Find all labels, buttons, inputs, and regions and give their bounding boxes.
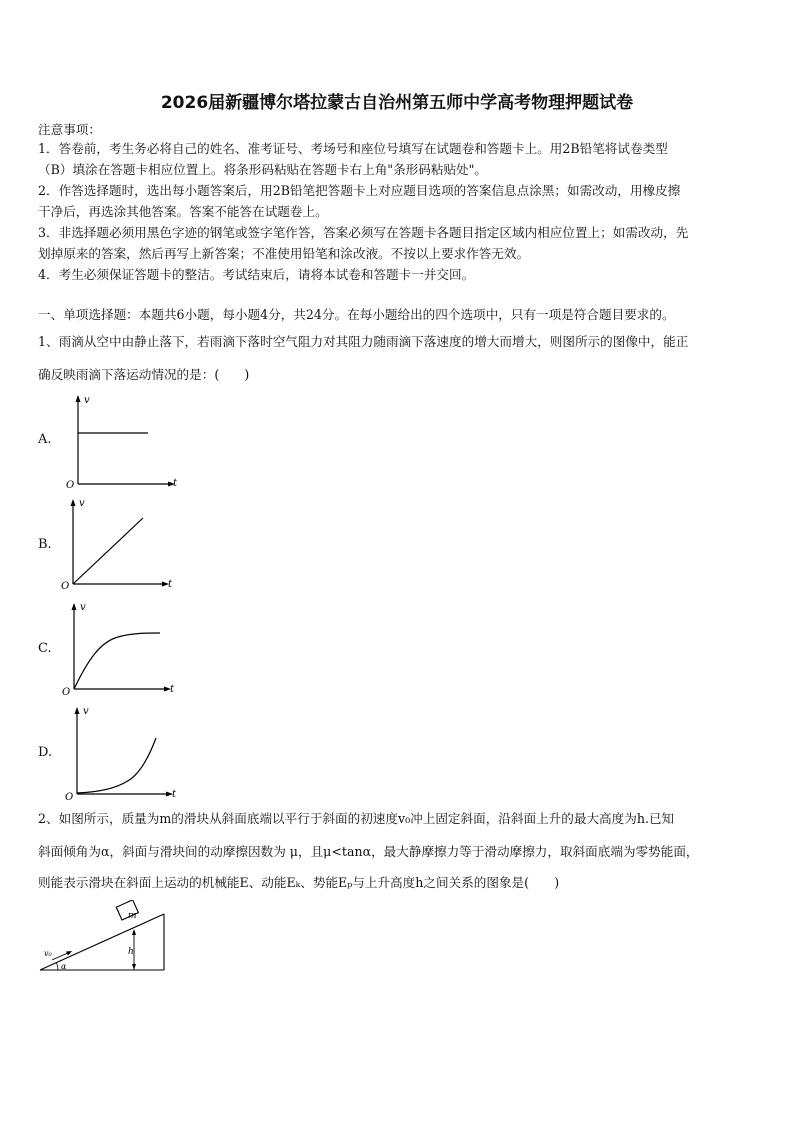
angle-label: α [61, 962, 67, 971]
axis-v: v [83, 706, 89, 717]
origin: O [62, 687, 71, 698]
axis-v: v [80, 602, 86, 613]
q2-stem: 则能表示滑块在斜面上运动的机械能E、动能Eₖ、势能Eₚ与上升高度h之间关系的图象是( ) [38, 875, 560, 890]
incline-surface [40, 914, 164, 970]
axis-t: t [170, 684, 175, 695]
option-b-graph [60, 496, 190, 596]
arrow-icon [132, 929, 136, 935]
option-d-graph [60, 704, 190, 804]
origin: O [65, 792, 74, 803]
arrow-icon [76, 395, 81, 402]
option-b-label[interactable]: B. [38, 537, 52, 552]
section-heading: 一、单项选择题：本题共6小题，每小题4分，共24分。在每小题给出的四个选项中，只有一项是符合题目要求的。 [38, 307, 675, 322]
notice-item: 4．考生必须保证答题卡的整洁。考试结束后，请将本试卷和答题卡一并交回。 [38, 267, 475, 282]
q2-stem: 斜面倾角为α，斜面与滑块间的动摩擦因数为 μ，且μ<tanα，最大静摩擦力等于滑动摩擦力，取斜面底端为零势能面， [38, 844, 699, 859]
velocity-label: v₀ [44, 949, 52, 958]
origin: O [61, 581, 70, 592]
arrow-icon [71, 499, 76, 506]
axis-t: t [173, 478, 178, 489]
height-label: h [128, 947, 134, 957]
notice-item: 3．非选择题必须用黑色字迹的钢笔或签字笔作答，答案必须写在答题卡各题目指定区域内相应位置上；如需改动，先 [38, 225, 689, 240]
angle-arc [57, 963, 59, 970]
curve-saturating [74, 633, 160, 689]
option-d-label[interactable]: D. [38, 745, 53, 760]
mass-label: m [128, 911, 137, 921]
axis-v: v [79, 498, 85, 509]
arrow-icon [66, 951, 72, 956]
notice-item: 1．答卷前，考生务必将自己的姓名、准考证号、考场号和座位号填写在试题卷和答题卡上。用2B铅笔将试卷类型 [38, 141, 668, 156]
axis-t: t [172, 789, 177, 800]
q1-stem: 1、雨滴从空中由静止落下，若雨滴下落时空气阻力对其阻力随雨滴下落速度的增大而增大，则图所示的图像中，能正 [38, 334, 689, 349]
axis-t: t [168, 579, 173, 590]
axis-v: v [84, 395, 90, 406]
notice-item: 划掉原来的答案，然后再写上新答案；不准使用铅笔和涂改液。不按以上要求作答无效。 [38, 246, 530, 261]
paper-title: 2026届新疆博尔塔拉蒙古自治州第五师中学高考物理押题试卷 [160, 93, 634, 113]
notice-item: 2．作答选择题时，选出每小题答案后，用2B铅笔把答题卡上对应题目选项的答案信息点涂黑；如需改动，用橡皮擦 [38, 183, 681, 198]
q1-stem: 确反映雨滴下落运动情况的是：( ) [38, 367, 250, 382]
arrow-icon [72, 603, 77, 610]
notice-heading: 注意事项： [38, 122, 101, 137]
q2-stem: 2、如图所示，质量为m的滑块从斜面底端以平行于斜面的初速度v₀冲上固定斜面，沿斜面上升的最大高度为h.已知 [38, 811, 675, 826]
incline-figure [36, 900, 176, 976]
curve-accelerating [77, 738, 156, 793]
arrow-icon [75, 707, 80, 714]
option-c-label[interactable]: C. [38, 641, 52, 656]
notice-item: （B）填涂在答题卡相应位置上。将条形码粘贴在答题卡右上角"条形码粘贴处"。 [38, 162, 488, 177]
notice-item: 干净后，再选涂其他答案。答案不能答在试题卷上。 [38, 204, 328, 219]
curve-linear [73, 518, 143, 584]
option-a-label[interactable]: A. [38, 432, 52, 447]
option-c-graph [60, 600, 190, 700]
option-a-graph [60, 392, 190, 492]
arrow-icon [132, 964, 136, 970]
origin: O [66, 480, 75, 491]
